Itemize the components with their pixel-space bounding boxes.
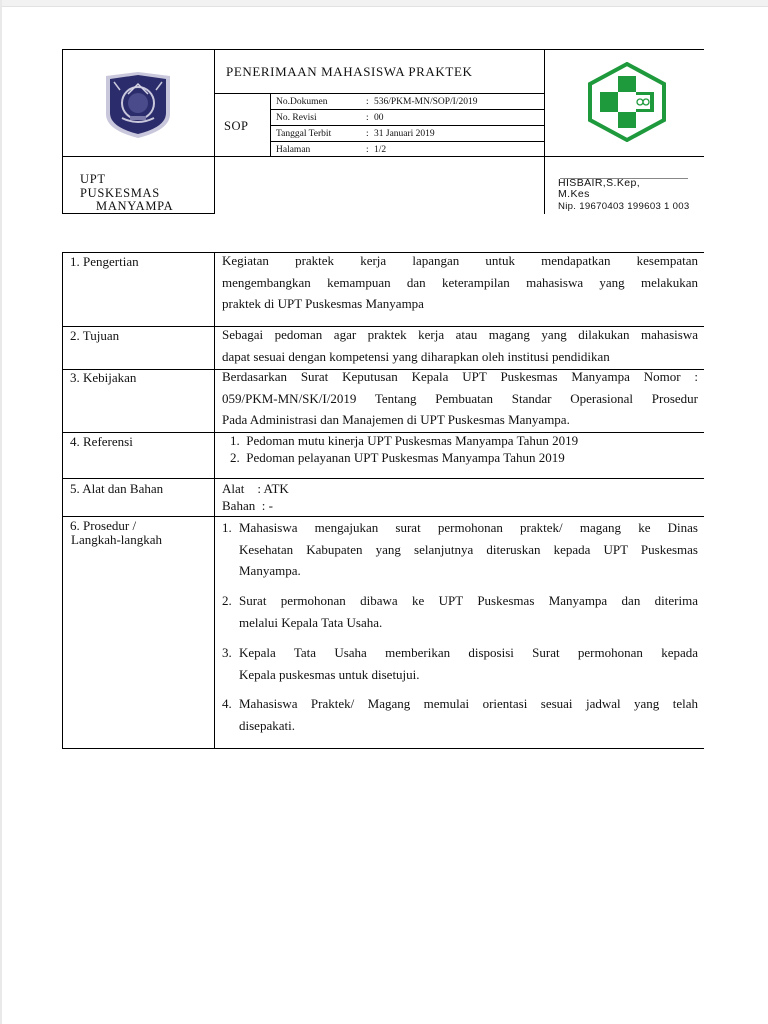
signer-name: HISBAIR,S.Kep, xyxy=(558,177,641,189)
signer-nip: Nip. 19670403 199603 1 003 xyxy=(558,201,690,212)
meta-rule-3 xyxy=(270,141,545,142)
header-divider-right xyxy=(544,49,545,214)
meta-value: 1/2 xyxy=(374,145,387,155)
text-line: Pada Administrasi dan Manajemen di UPT Puskesmas Manyampa. xyxy=(222,412,570,427)
text-line: Kepala puskesmas untuk disetujui. xyxy=(239,666,420,682)
text-line: mengembangkan kemampuan dan keterampilan mahasiswa yang melakukan xyxy=(222,274,698,290)
meta-value: 536/PKM-MN/SOP/I/2019 xyxy=(374,97,478,107)
text-line: Berdasarkan Surat Keputusan Kepala UPT Puskesmas Manyampa Nomor : xyxy=(222,369,698,384)
text-line: Kesehatan Kabupaten yang selanjutnya diteruskan kepada UPT Puskesmas xyxy=(239,541,698,557)
label-prosedur: 6. Prosedur / xyxy=(70,518,137,533)
puskesmas-cross-logo-icon xyxy=(584,62,670,142)
text-line: Manyampa. xyxy=(239,563,301,578)
meta-key: Halaman xyxy=(276,145,311,155)
referensi-item: 1. Pedoman mutu kinerja UPT Puskesmas Manyampa Tahun 2019 xyxy=(230,433,579,448)
step-text xyxy=(239,517,698,582)
text-line: Kegiatan praktek kerja lapangan untuk mendapatkan kesempatan xyxy=(222,253,698,268)
step-number: 2. xyxy=(222,593,232,608)
text-line: praktek di UPT Puskesmas Manyampa xyxy=(222,296,424,311)
document-title: PENERIMAAN MAHASISWA PRAKTEK xyxy=(226,64,473,79)
step-text xyxy=(239,642,698,685)
text-line: disepakati. xyxy=(239,717,295,733)
label-langkah: Langkah-langkah xyxy=(71,532,162,547)
text-line: Mahasiswa mengajukan surat permohonan praktek/ magang ke Dinas xyxy=(239,520,698,535)
meta-sep: : xyxy=(366,113,369,123)
row-rule-4 xyxy=(62,478,704,479)
text-kebijakan xyxy=(222,366,698,431)
step-text xyxy=(239,693,698,736)
label-pengertian: 1. Pengertian xyxy=(70,254,139,269)
text-line: Mahasiswa Praktek/ Magang memulai orientasi sesuai jadwal yang telah xyxy=(239,696,698,711)
meta-sep: : xyxy=(366,97,369,107)
text-line: Surat permohonan dibawa ke UPT Puskesmas Manyampa dan diterima xyxy=(239,593,698,608)
header-divider-left xyxy=(214,49,215,214)
org-name-line-1: UPT xyxy=(80,172,106,186)
label-kebijakan: 3. Kebijakan xyxy=(70,370,137,385)
page-top-edge xyxy=(0,0,768,7)
text-pengertian xyxy=(222,250,698,315)
bahan-line: Bahan : - xyxy=(222,498,273,513)
meta-value: 00 xyxy=(374,113,384,123)
signer-title: M.Kes xyxy=(558,188,590,200)
text-line: Kepala Tata Usaha memberikan disposisi Surat permohonan kepada xyxy=(239,645,698,660)
page-left-edge xyxy=(0,0,2,1024)
label-alat-bahan: 5. Alat dan Bahan xyxy=(70,481,164,496)
step-text xyxy=(239,590,698,633)
meta-value: 31 Januari 2019 xyxy=(374,129,435,139)
regional-emblem-icon xyxy=(100,70,176,140)
header-middle-rule xyxy=(62,156,704,157)
sop-label: SOP xyxy=(224,119,249,133)
text-tujuan xyxy=(222,324,698,367)
org-name-line-3: MANYAMPA xyxy=(96,199,174,213)
meta-sep: : xyxy=(366,129,369,139)
header-top-border xyxy=(62,49,704,50)
text-line: melalui Kepala Tata Usaha. xyxy=(239,614,383,630)
label-referensi: 4. Referensi xyxy=(70,434,133,449)
alat-line: Alat : ATK xyxy=(222,481,289,496)
organization-name xyxy=(80,173,173,214)
meta-key: No. Revisi xyxy=(276,113,317,123)
referensi-item: 2. Pedoman pelayanan UPT Puskesmas Manyampa Tahun 2019 xyxy=(230,450,565,465)
header-left-border xyxy=(62,49,63,214)
step-number: 3. xyxy=(222,645,232,660)
meta-sep: : xyxy=(366,145,369,155)
table-bottom-border xyxy=(62,748,704,749)
meta-rule-1 xyxy=(270,109,545,110)
step-number: 4. xyxy=(222,696,232,711)
step-number: 1. xyxy=(222,520,232,535)
org-name-line-2: PUSKESMAS xyxy=(80,185,160,200)
text-line: Sebagai pedoman agar praktek kerja atau magang yang dilakukan mahasiswa xyxy=(222,327,698,342)
meta-key: No.Dokumen xyxy=(276,97,328,107)
label-tujuan: 2. Tujuan xyxy=(70,328,120,343)
meta-rule-2 xyxy=(270,125,545,126)
meta-key: Tanggal Terbit xyxy=(276,129,332,139)
signer-block xyxy=(558,178,698,212)
text-line: dapat sesuai dengan kompetensi yang diharapkan oleh institusi pendidikan xyxy=(222,348,610,364)
title-separator xyxy=(214,93,545,94)
text-line: 059/PKM-MN/SK/I/2019 Tentang Pembuatan Standar Operasional Prosedur xyxy=(222,390,698,406)
